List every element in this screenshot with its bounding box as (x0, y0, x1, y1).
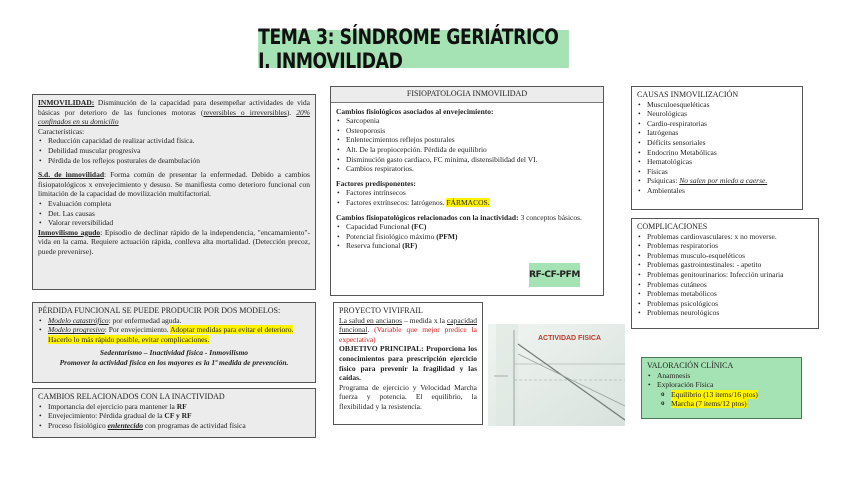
list-item: • Cambios respiratorios. (336, 164, 598, 174)
valoracion-title: VALORACIÓN CLÍNICA (647, 361, 734, 370)
list-item: • Sarcopenia (336, 116, 598, 126)
list-item: • Debilidad muscular progresiva (38, 146, 310, 156)
perdida-funcional-box (32, 302, 316, 383)
inmovilidad-box (32, 94, 316, 290)
list-item: • Capacidad Funcional (FC) (336, 222, 598, 232)
list-item: • Problemas musculo-esqueléticos (637, 251, 813, 261)
list-item: • Envejecimiento: Pérdida gradual de la CF y RF (38, 411, 310, 421)
list-item: • Déficits sensoriales (637, 138, 797, 148)
inactividad-intro: Cambios fisiopatológicos relacionados con la inactividad: 3 conceptos básicos. (336, 212, 582, 222)
inmovilismo-agudo: Inmovilismo agudo: Episodio de declinar rápido de la independencia, "encamamiento"-vida en la cama. Requiere actuación rápida, conlleva alta mortalidad. (Detección precoz, puede prevenirse). (38, 227, 310, 256)
list-item: • Anamnesis (647, 371, 796, 381)
sindrome-list (38, 199, 310, 228)
list-item: • Modelo catastrófico: por enfermedad aguda. (38, 316, 310, 326)
quote-line-1: Sedentarismo – Inactividad física - Inmovilismo (99, 348, 249, 358)
list-item: • Problemas gastrointestinales: - apetito (637, 260, 813, 270)
predisponentes-list (336, 188, 598, 207)
list-item: • Problemas metabólicos (637, 289, 813, 299)
cambios-list (38, 402, 310, 431)
list-item: • Psíquicas: No salen por miedo a caerse. (637, 176, 797, 186)
quote-line-2: Promover la actividad física en los mayores es la 1ª medida de prevención. (59, 357, 289, 367)
list-item: • Reducción capacidad de realizar actividad física. (38, 136, 310, 146)
list-item: • Cardio-respiratorias (637, 119, 797, 129)
list-item: • Problemas genitourinarios: Infección urinaria (637, 270, 813, 280)
list-item: • Evaluación completa (38, 199, 310, 209)
list-item: • Exploración Física (647, 380, 796, 390)
perdida-title: PÉRDIDA FUNCIONAL SE PUEDE PRODUCIR POR DOS MODELOS: (38, 306, 281, 315)
vivifrail-programa: Programa de ejercicio y Velocidad Marcha fuerza y potencia. El equilibrio, la flexibilidad y la resistencia. (339, 382, 477, 411)
list-item: • Endocrino Metabólicas (637, 148, 797, 158)
list-item: • Alt. De la propiocepción. Pérdida de equilibrio (336, 145, 598, 155)
list-item: • Pérdida de los reflejos posturales de deambulación (38, 156, 310, 166)
section-title: Cambios fisiológicos asociados al envejecimiento: (336, 106, 494, 116)
complicaciones-title: COMPLICACIONES (637, 222, 708, 231)
envejecimiento-list (336, 116, 598, 174)
sindrome-definition: S.d. de inmovilidad: Forma común de presentar la enfermedad. Debido a cambios fisiopatológicos x envejecimiento y desuso. Se manifiesta como deterioro funcional con limitación de la capacidad de movilización multifactorial. (38, 170, 310, 199)
list-item: • Potencial fisiológico máximo (PFM) (336, 232, 598, 242)
list-item: • Det. Las causas (38, 209, 310, 219)
inmovilidad-definition: INMOVILIDAD: Disminución de la capacidad para desempeñar actividades de vida básicas por deterioro de las funciones motoras (reversibles o irreversibles). 20% confinados en su domicilio (38, 98, 310, 127)
vivifrail-objetivo: OBJETIVO PRINCIPAL: Proporciona los conocimientos para prescripción ejercicio físico para prevenir la fragilidad y las caídas. (339, 344, 477, 383)
list-item: • Ambientales (637, 186, 797, 196)
list-item: • Problemas cardiovasculares: x no moverse. (637, 232, 813, 242)
complicaciones-box (631, 218, 819, 329)
list-item: • Factores intrínsecos (336, 188, 598, 198)
list-item: • Disminución gasto cardiaco, FC mínima, distensibilidad del VI. (336, 155, 598, 165)
conceptos-list (336, 222, 598, 251)
list-item: • Problemas respiratorios (637, 241, 813, 251)
complicaciones-list (637, 232, 813, 318)
list-item: • Musculoesqueléticas (637, 100, 797, 110)
fisiopatologia-header: FISIOPATOLOGIA INMOVILIDAD (331, 87, 603, 103)
page-title: TEMA 3: SÍNDROME GERIÁTRICO I. INMOVILIDAD (258, 30, 569, 68)
perdida-list (38, 316, 310, 345)
list-item: • Factores extrínsecos: Iatrógenos. FÁRMACOS. (336, 198, 598, 208)
figure-label: ACTIVIDAD FISICA (538, 335, 601, 342)
vivifrail-paragraph: La salud en ancianos – medida x la capacidad funcional. (Variable que mejor predice la expectativa) (339, 315, 477, 344)
list-item: o Equilibrio (13 items/16 ptos) (647, 390, 796, 400)
valoracion-box (641, 357, 802, 419)
list-item: • Importancia del ejercicio para mantener la RF (38, 402, 310, 412)
caracteristicas-label: Características: (38, 126, 85, 136)
cambios-title: CAMBIOS RELACIONADOS CON LA INACTIVIDAD (38, 392, 225, 401)
valoracion-list (647, 371, 796, 390)
list-item: • Modelo progresivo: Por envejecimiento. Adoptar medidas para evitar el deterioro. Hacerlo lo más rápido posible, evitar complicaciones. (38, 325, 310, 344)
actividad-fisica-figure (488, 324, 625, 426)
list-item: • Hematológicas (637, 157, 797, 167)
exploracion-sublist (647, 390, 796, 409)
list-item: • Problemas cutáneos (637, 280, 813, 290)
causas-title: CAUSAS INMOVILIZACIÓN (637, 90, 739, 99)
list-item: • Proceso fisiológico enlentecido con programas de actividad física (38, 421, 310, 431)
list-item: • Valorar reversibilidad (38, 218, 310, 228)
list-item: o Marcha (7 items/12 ptos) (647, 399, 796, 409)
list-item: • Problemas neurológicos (637, 308, 813, 318)
cambios-inactividad-box (32, 388, 316, 438)
vivifrail-title: PROYECTO VIVIFRAIL (339, 306, 423, 315)
list-item: • Físicas (637, 167, 797, 177)
list-item: • Iatrógenas (637, 128, 797, 138)
list-item: • Reserva funcional (RF) (336, 241, 598, 251)
list-item: • Problemas psicológicos (637, 299, 813, 309)
list-item: • Neurológicas (637, 109, 797, 119)
list-item: • Enlentecimientos reflejos posturales (336, 135, 598, 145)
causas-list (637, 100, 797, 196)
section-title: Factores predisponentes: (336, 178, 416, 188)
causas-box (631, 86, 803, 210)
caracteristicas-list (38, 136, 310, 165)
list-item: • Osteoporosis (336, 126, 598, 136)
vivifrail-box (333, 302, 483, 425)
rf-cf-pfm-badge: RF-CF-PFM (529, 263, 580, 287)
